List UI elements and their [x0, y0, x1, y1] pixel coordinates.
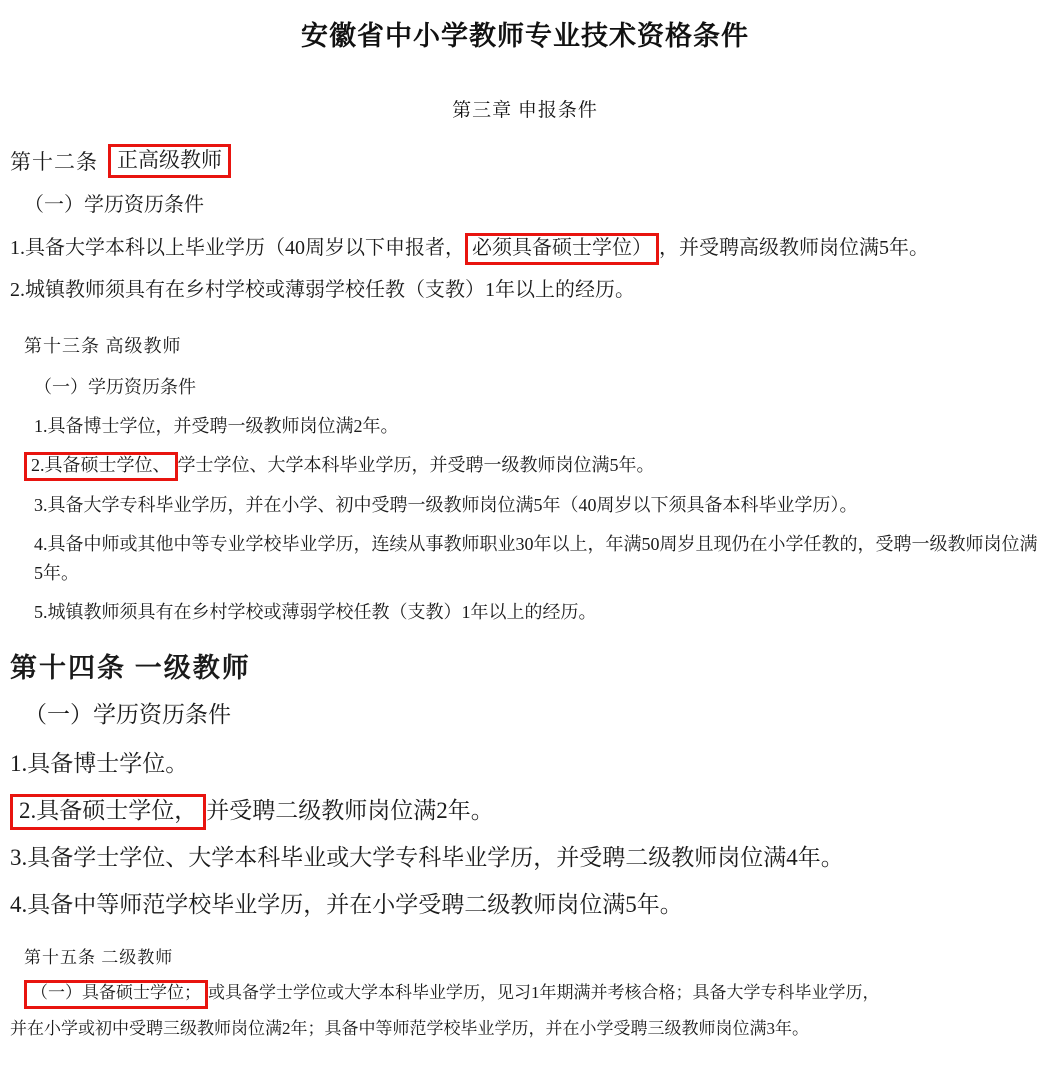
article12-label: 第十二条 — [10, 150, 98, 175]
article13-item-4: 4.具备中师或其他中等专业学校毕业学历，连续从事教师职业30年以上，年满50周岁且现仍在小学任教的，受聘一级教师岗位满5年。 — [34, 533, 1038, 583]
article13-subheading: （一）学历资历条件 — [34, 376, 196, 397]
article14-subheading: （一）学历资历条件 — [24, 702, 231, 728]
article12-item-1-after: ，并受聘高级教师岗位满5年。 — [659, 237, 929, 260]
article15-heading: 第十五条 二级教师 — [24, 947, 174, 967]
article14-item-3: 3.具备学士学位、大学本科毕业或大学专科毕业学历，并受聘二级教师岗位满4年。 — [10, 845, 844, 871]
article14-item-2 — [10, 793, 1040, 830]
article15-line-1-after: 或具备学士学位或大学本科毕业学历，见习1年期满并考核合格；具备大学专科毕业学历， — [208, 983, 880, 1003]
article12-item-1 — [10, 233, 1040, 265]
article13-item-2-after: 学士学位、大学本科毕业学历，并受聘一级教师岗位满5年。 — [177, 454, 655, 475]
article14-item-1: 1.具备博士学位。 — [10, 751, 189, 777]
article15-line-2: 并在小学或初中受聘三级教师岗位满2年；具备中等师范学校毕业学历，并在小学受聘三级教师岗位满3年。 — [10, 1018, 809, 1038]
article14-section — [10, 646, 1040, 924]
article13-item-2 — [10, 451, 1040, 482]
page-title: 安徽省中小学教师专业技术资格条件 — [301, 21, 749, 51]
article13-item-2-highlight: 2.具备硕士学位、 — [24, 452, 178, 482]
article14-heading: 第十四条 一级教师 — [10, 653, 251, 684]
article14-item-2-highlight: 2.具备硕士学位， — [10, 794, 206, 830]
article13-item-5: 5.城镇教师须具有在乡村学校或薄弱学校任教（支教）1年以上的经历。 — [34, 601, 597, 622]
article12-title-highlight: 正高级教师 — [108, 144, 231, 178]
article12-item-1-highlight: 必须具备硕士学位） — [465, 233, 659, 265]
chapter-heading: 第三章 申报条件 — [452, 100, 598, 121]
article14-item-2-after: 并受聘二级教师岗位满2年。 — [206, 797, 494, 823]
article12-heading — [10, 144, 1040, 178]
document-page — [0, 14, 1050, 1071]
article15-line-1-highlight: （一）具备硕士学位； — [24, 980, 208, 1008]
article12-subheading: （一）学历资历条件 — [24, 194, 204, 217]
article13-section — [10, 332, 1040, 626]
article13-heading: 第十三条 高级教师 — [24, 336, 182, 357]
article12-item-2: 2.城镇教师须具有在乡村学校或薄弱学校任教（支教）1年以上的经历。 — [10, 279, 635, 302]
article15-section — [10, 944, 1040, 1042]
article15-line-1 — [10, 979, 1040, 1008]
article12-item-1-before: 1.具备大学本科以上毕业学历（40周岁以下申报者， — [10, 237, 465, 260]
article13-item-3: 3.具备大学专科毕业学历，并在小学、初中受聘一级教师岗位满5年（40周岁以下须具备本科毕业学历）。 — [34, 495, 858, 516]
article14-item-4: 4.具备中等师范学校毕业学历，并在小学受聘二级教师岗位满5年。 — [10, 892, 683, 918]
article13-item-1: 1.具备博士学位，并受聘一级教师岗位满2年。 — [34, 415, 399, 436]
